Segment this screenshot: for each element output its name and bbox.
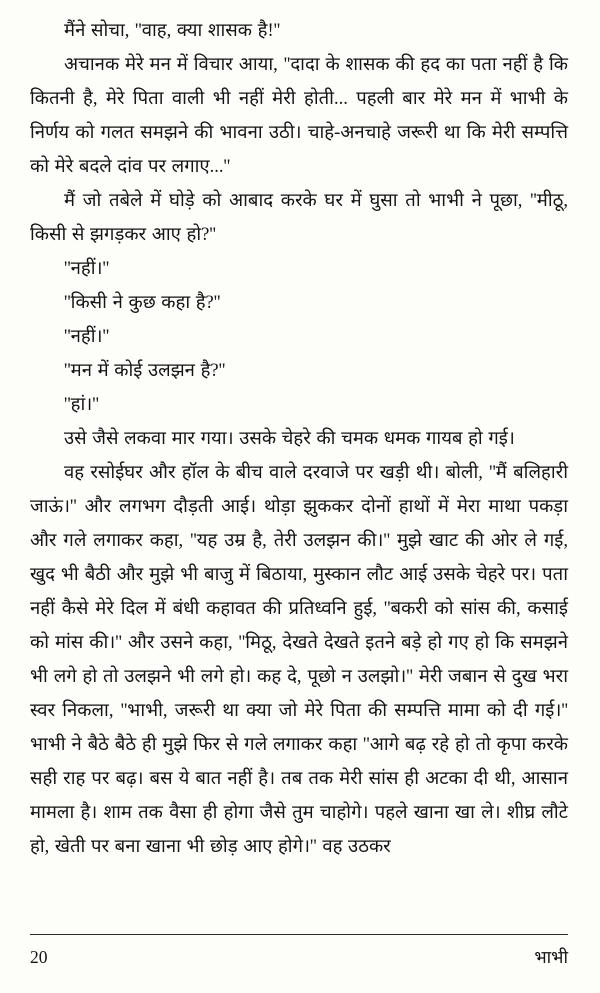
paragraph: ''नहीं।'' — [64, 259, 110, 279]
paragraph: ''नहीं।'' — [64, 327, 110, 347]
paragraph: मैंने सोचा, ''वाह, क्या शासक है!'' — [64, 21, 281, 41]
footer-divider — [30, 934, 568, 935]
paragraph: ''हां।'' — [64, 395, 99, 415]
paragraph: ''किसी ने कुछ कहा है?'' — [64, 293, 221, 313]
footer-row — [30, 945, 568, 969]
paragraph: उसे जैसे लकवा मार गया। उसके चेहरे की चमक धमक गायब हो गई। — [64, 429, 515, 449]
paragraph: वह रसोईघर और हॉल के बीच वाले दरवाजे पर खड़ी थी। बोली, ''मैं बलिहारी जाऊं।'' और लगभग दौड़ती आई। थोड़ा झुककर दोनों हाथों में मेरा माथा पकड़ा और गले लगाकर कहा, ''यह उम्र है, तेरी उलझन की।'' मुझे खाट की ओर ले गई, खुद भी बैठी और मुझे भी बाजु में बिठाया, मुस्कान लौट आई उसके चेहरे पर। पता नहीं कैसे मेरे दिल में बंधी कहावत की प्रतिध्वनि हुई, ''बकरी को सांस की, कसाई को मांस की।'' और उसने कहा, ''मिठू, देखते देखते इतने बड़े हो गए हो कि समझने भी लगे हो तो उलझने भी लगे हो। कह दे, पूछो न उलझो।'' मेरी जबान से दुख भरा स्वर निकला, ''भाभी, जरूरी था क्या जो मेरे पिता की सम्पत्ति मामा को दी गई।'' भाभी ने बैठे बैठे ही मुझे फिर से गले लगाकर कहा ''आगे बढ़ रहे हो तो कृपा करके सही राह पर बढ़। बस ये बात नहीं है। तब तक मेरी सांस ही अटका दी थी, आसान मामला है। शाम तक वैसा ही होगा जैसे तुम चाहोगे। पहले खाना खा ले। शीघ्र लौटे हो, खेती पर बना खाना भी छोड़ आए होगे।'' वह उठकर — [30, 463, 568, 857]
paragraph: ''मन में कोई उलझन है?'' — [64, 361, 226, 381]
running-title: भाभी — [534, 947, 568, 967]
paragraph: अचानक मेरे मन में विचार आया, ''दादा के शासक की हद का पता नहीं है कि कितनी है, मेरे पिता वाली भी नहीं मेरी होती... पहली बार मेरे मन में भाभी के निर्णय को गलत समझने की भावना उठी। चाहे-अनचाहे जरूरी था कि मेरी सम्पत्ति को मेरे बदले दांव पर लगाए...'' — [30, 55, 568, 177]
page-text — [30, 14, 568, 864]
paragraph: मैं जो तबेले में घोड़े को आबाद करके घर में घुसा तो भाभी ने पूछा, ''मीठू, किसी से झगड़कर आए हो?'' — [30, 191, 568, 245]
page-footer — [30, 934, 568, 969]
page-number: 20 — [30, 947, 48, 967]
